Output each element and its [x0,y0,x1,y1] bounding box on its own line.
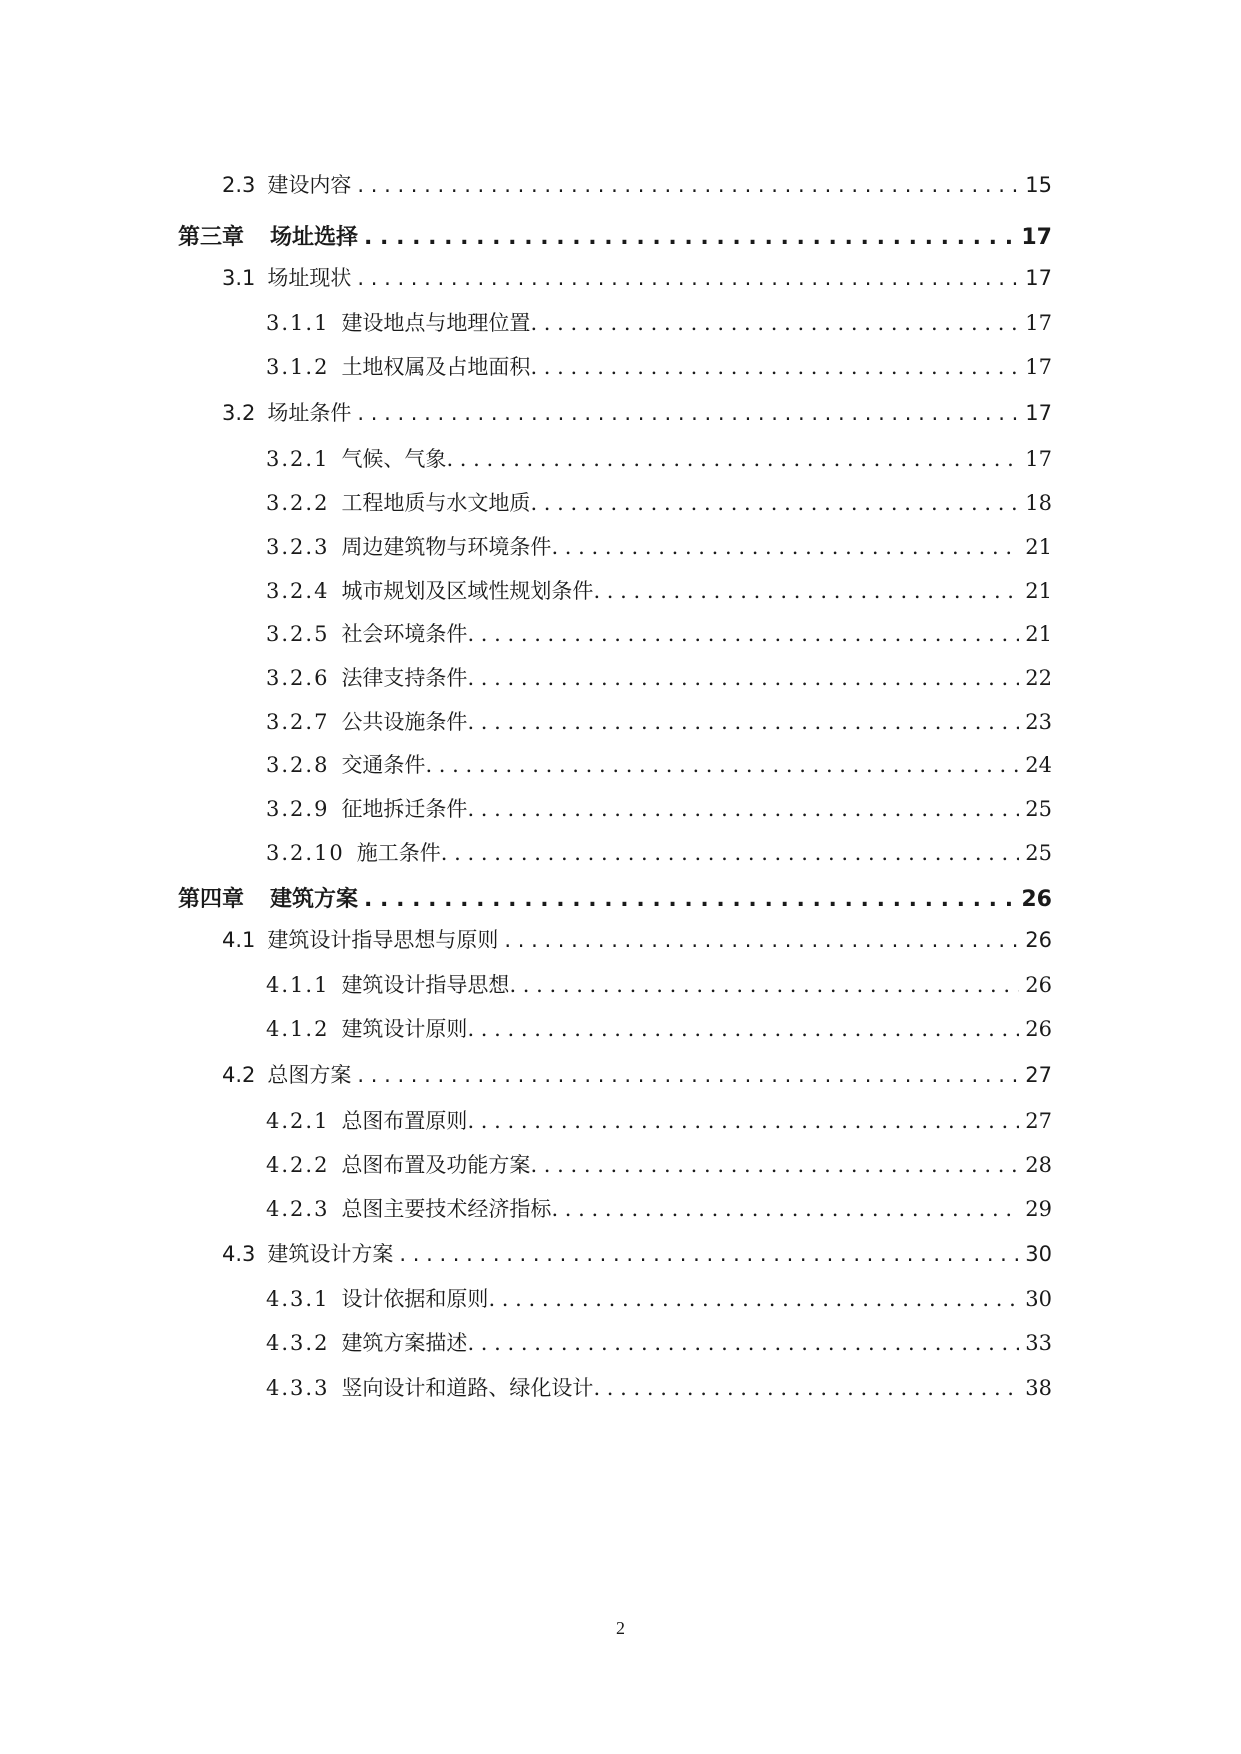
toc-dot-leader [593,1376,1019,1400]
toc-entry-number: 3.2.8 [266,753,330,777]
toc-entry-page: 38 [1025,1376,1052,1400]
toc-entry-page: 22 [1025,666,1052,690]
toc-dot-leader [593,579,1019,603]
toc-entry-number: 3.2.10 [266,841,345,865]
toc-dot-leader [467,1331,1019,1355]
toc-entry-number: 4.1.1 [266,973,330,997]
toc-subsection[interactable] [266,443,1052,473]
toc-entry-title: 建设地点与地理位置 [341,311,531,335]
toc-subsection[interactable] [266,1013,1052,1043]
toc-entry-title: 工程地质与水文地质 [341,491,531,515]
toc-dot-leader [446,447,1019,471]
toc-dot-leader [509,973,1019,997]
toc-entry-title: 场址现状 [267,266,352,290]
toc-entry-title: 建筑设计原则 [341,1017,468,1041]
toc-dot-leader [467,666,1019,690]
toc-subsection[interactable] [266,531,1052,561]
toc-entry-page: 27 [1025,1063,1052,1087]
toc-entry-title: 公共设施条件 [341,710,468,734]
toc-entry-number: 4.3 [222,1242,256,1266]
toc-entry-page: 25 [1025,797,1052,821]
toc-dot-leader [467,710,1019,734]
toc-entry-number: 4.3.2 [266,1331,330,1355]
toc-entry-title: 总图主要技术经济指标 [341,1197,552,1221]
toc-entry-page: 17 [1025,401,1052,425]
toc-entry-number: 3.2.7 [266,710,330,734]
toc-dot-leader [441,841,1019,865]
toc-section[interactable] [222,397,1052,427]
toc-entry-number: 3.2.3 [266,535,330,559]
toc-entry-page: 17 [1025,447,1052,471]
toc-subsection[interactable] [266,749,1052,779]
toc-dot-leader [467,1017,1019,1041]
toc-chapter[interactable] [178,220,1052,251]
toc-entry-title: 施工条件 [356,841,441,865]
toc-entry-page: 17 [1021,225,1052,250]
toc-entry-title: 总图布置原则 [341,1109,468,1133]
toc-dot-leader [504,928,1019,952]
toc-entry-page: 27 [1025,1109,1052,1133]
toc-entry-page: 17 [1025,355,1052,379]
toc-chapter[interactable] [178,882,1052,913]
toc-entry-number: 3.1 [222,266,256,290]
toc-dot-leader [357,173,1019,197]
toc-entry-title: 建筑方案 [270,887,359,912]
toc-entry-page: 23 [1025,710,1052,734]
toc-dot-leader [467,622,1019,646]
toc-entry-title: 周边建筑物与环境条件 [341,535,552,559]
toc-entry-title: 场址条件 [267,401,352,425]
toc-entry-number: 4.3.1 [266,1287,330,1311]
toc-subsection[interactable] [266,837,1052,867]
toc-subsection[interactable] [266,618,1052,648]
toc-entry-number: 4.2.3 [266,1197,330,1221]
toc-entry-title: 建筑方案描述 [341,1331,468,1355]
toc-entry-title: 气候、气象 [341,447,447,471]
toc-dot-leader [357,1063,1019,1087]
toc-dot-leader [530,1153,1019,1177]
toc-entry-number: 3.2.1 [266,447,330,471]
toc-section[interactable] [222,262,1052,292]
toc-entry-page: 18 [1025,491,1052,515]
toc-entry-page: 15 [1025,173,1052,197]
toc-entry-title: 竖向设计和道路、绿化设计 [341,1376,594,1400]
toc-dot-leader [357,266,1019,290]
toc-entry-number: 4.2.1 [266,1109,330,1133]
toc-dot-leader [530,311,1019,335]
toc-dot-leader [364,225,1015,250]
toc-entry-page: 26 [1025,928,1052,952]
toc-dot-leader [467,1109,1019,1133]
toc-subsection[interactable] [266,662,1052,692]
toc-entry-title: 总图方案 [267,1063,352,1087]
toc-entry-number: 3.1.1 [266,311,330,335]
toc-entry-number: 3.2.4 [266,579,330,603]
toc-section[interactable] [222,1238,1052,1268]
toc-dot-leader [425,753,1019,777]
toc-subsection[interactable] [266,969,1052,999]
toc-entry-title: 场址选择 [270,225,359,250]
toc-entry-page: 21 [1025,622,1052,646]
toc-entry-title: 社会环境条件 [341,622,468,646]
toc-entry-page: 25 [1025,841,1052,865]
toc-entry-number: 4.1.2 [266,1017,330,1041]
toc-dot-leader [551,535,1019,559]
toc-entry-title: 土地权属及占地面积 [341,355,531,379]
toc-entry-page: 30 [1025,1242,1052,1266]
toc-dot-leader [399,1242,1019,1266]
toc-entry-page: 26 [1021,887,1052,912]
toc-subsection[interactable] [266,575,1052,605]
toc-entry-title: 建筑设计指导思想 [341,973,510,997]
toc-entry-title: 建筑设计方案 [267,1242,394,1266]
toc-entry-title: 总图布置及功能方案 [341,1153,531,1177]
toc-subsection[interactable] [266,1327,1052,1357]
toc-dot-leader [467,797,1019,821]
toc-section[interactable] [222,924,1052,954]
toc-entry-page: 29 [1025,1197,1052,1221]
toc-entry-title: 建筑设计指导思想与原则 [267,928,499,952]
toc-entry-number: 4.1 [222,928,256,952]
toc-entry-page: 21 [1025,579,1052,603]
toc-subsection[interactable] [266,1193,1052,1223]
toc-entry-number: 3.2.2 [266,491,330,515]
toc-entry-number: 第四章 [178,887,245,912]
toc-entry-page: 33 [1025,1331,1052,1355]
toc-entry-number: 3.1.2 [266,355,330,379]
toc-entry-page: 30 [1025,1287,1052,1311]
toc-section[interactable] [222,169,1052,199]
toc-entry-number: 3.2.6 [266,666,330,690]
page-number: 2 [616,1618,625,1638]
toc-subsection[interactable] [266,1105,1052,1135]
toc-entry-title: 交通条件 [341,753,426,777]
toc-entry-number: 4.2 [222,1063,256,1087]
toc-entry-page: 26 [1025,1017,1052,1041]
toc-entry-page: 17 [1025,266,1052,290]
toc-entry-number: 3.2.5 [266,622,330,646]
toc-entry-page: 28 [1025,1153,1052,1177]
toc-entry-page: 17 [1025,311,1052,335]
toc-entry-title: 征地拆迁条件 [341,797,468,821]
toc-entry-title: 建设内容 [267,173,352,197]
toc-subsection[interactable] [266,1372,1052,1402]
toc-section[interactable] [222,1059,1052,1089]
toc-entry-page: 21 [1025,535,1052,559]
toc-dot-leader [530,491,1019,515]
toc-dot-leader [357,401,1019,425]
toc-subsection[interactable] [266,1283,1052,1313]
toc-entry-title: 法律支持条件 [341,666,468,690]
toc-entry-number: 3.2 [222,401,256,425]
toc-subsection[interactable] [266,351,1052,381]
toc-entry-number: 4.3.3 [266,1376,330,1400]
toc-entry-number: 4.2.2 [266,1153,330,1177]
toc-dot-leader [364,887,1015,912]
toc-dot-leader [530,355,1019,379]
toc-subsection[interactable] [266,793,1052,823]
toc-dot-leader [551,1197,1019,1221]
toc-entry-title: 设计依据和原则 [341,1287,489,1311]
toc-subsection[interactable] [266,1149,1052,1179]
toc-entry-page: 24 [1025,753,1052,777]
toc-entry-title: 城市规划及区域性规划条件 [341,579,594,603]
toc-subsection[interactable] [266,307,1052,337]
toc-entry-number: 第三章 [178,225,245,250]
toc-subsection[interactable] [266,487,1052,517]
toc-entry-number: 2.3 [222,173,256,197]
toc-dot-leader [488,1287,1019,1311]
toc-subsection[interactable] [266,706,1052,736]
toc-entry-page: 26 [1025,973,1052,997]
toc-entry-number: 3.2.9 [266,797,330,821]
